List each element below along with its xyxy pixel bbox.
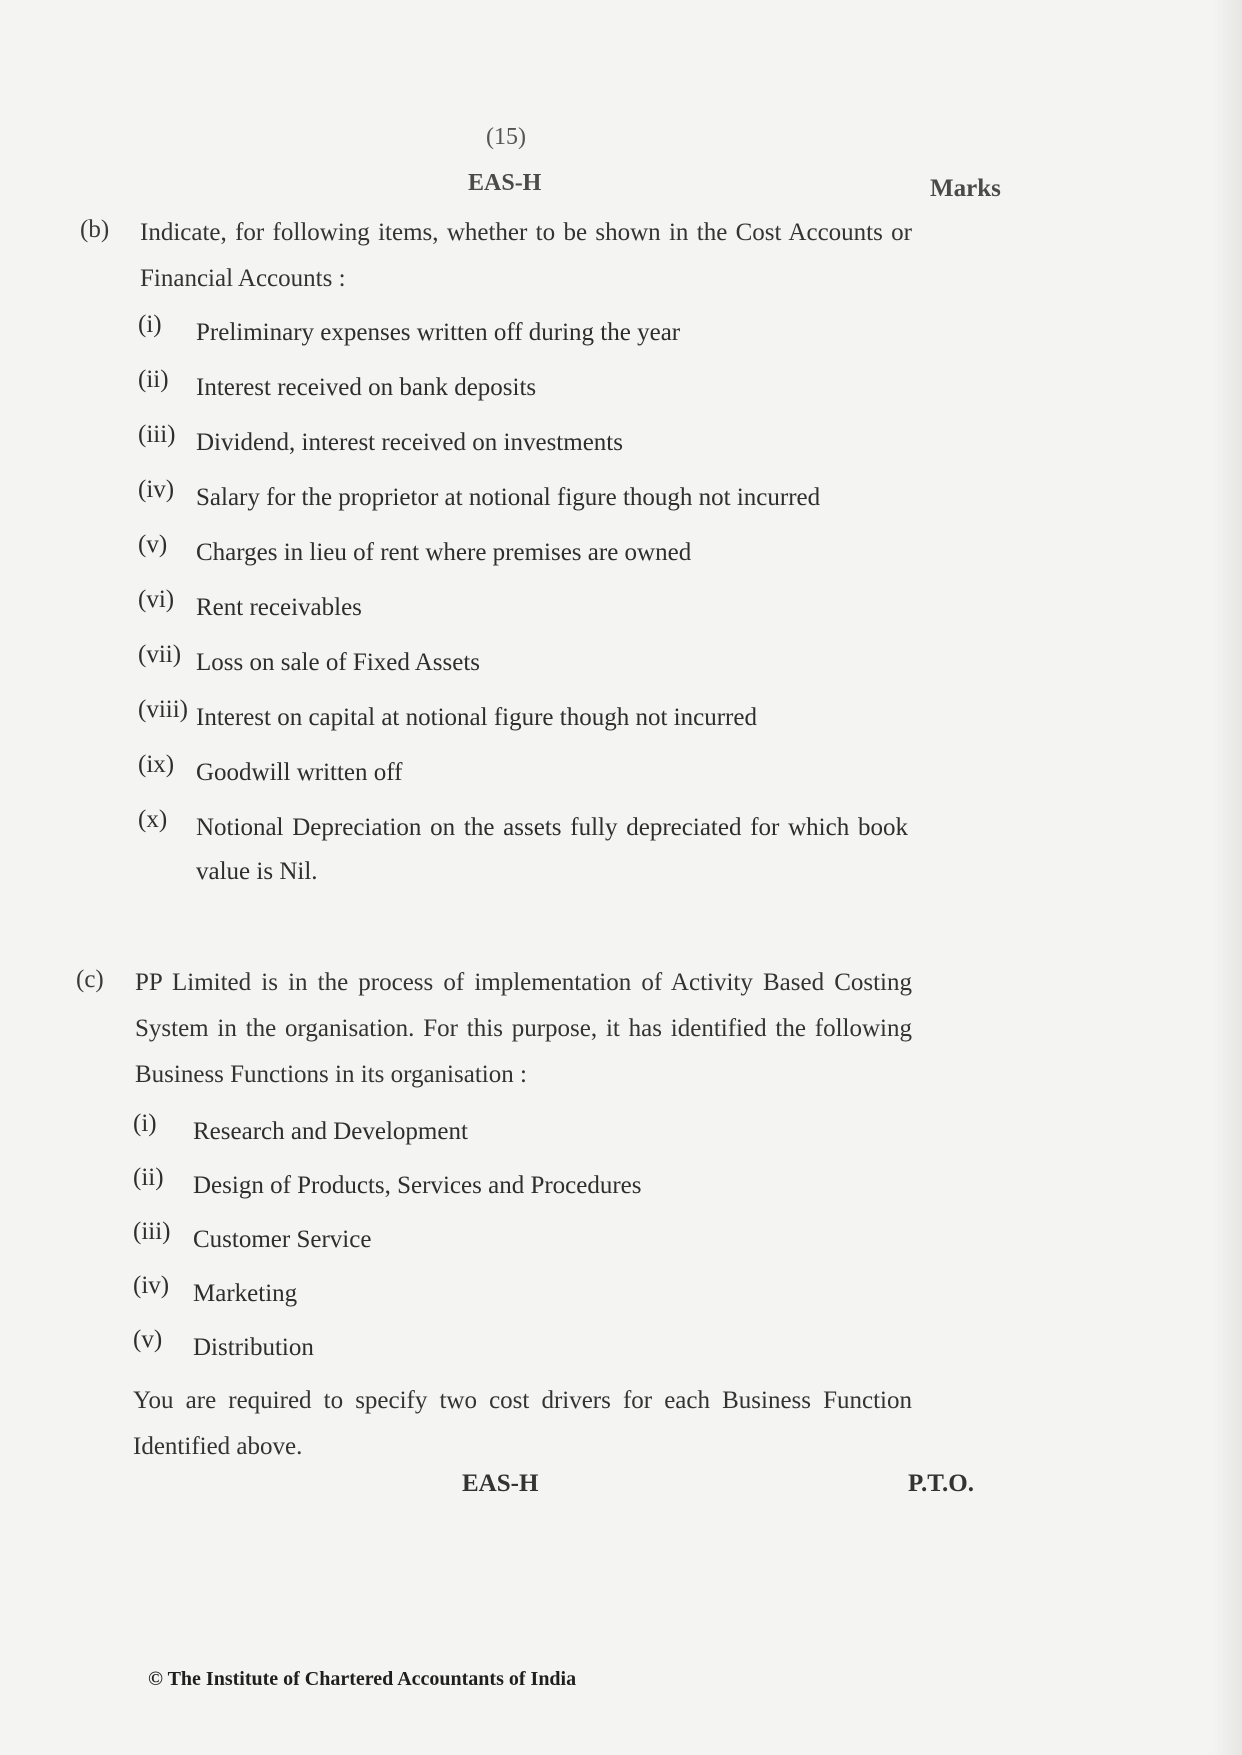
page-edge-shadow bbox=[1212, 0, 1242, 1755]
list-item: (iii) Customer Service bbox=[133, 1218, 372, 1253]
paper-code-bottom: EAS-H bbox=[462, 1470, 539, 1497]
list-item: (iv) Marketing bbox=[133, 1272, 298, 1307]
list-item: (v) Charges in lieu of rent where premises are owned bbox=[138, 531, 692, 566]
marks-heading: Marks bbox=[930, 175, 1001, 202]
list-item: (vi) Rent receivables bbox=[138, 586, 362, 621]
list-item: (v) Distribution bbox=[133, 1326, 314, 1361]
list-item: (x) Notional Depreciation on the assets fully depreciated for which book value is Nil. bbox=[138, 806, 908, 885]
list-item: (i) Preliminary expenses written off during the year bbox=[138, 311, 681, 346]
question-c-requirement: You are required to specify two cost drivers for each Business Function Identified above. bbox=[133, 1387, 912, 1460]
question-c-label: (c) bbox=[76, 966, 104, 993]
list-item: (i) Research and Development bbox=[133, 1110, 468, 1145]
question-b-items bbox=[138, 311, 908, 896]
question-c-items bbox=[133, 1110, 642, 1380]
question-b-text: Indicate, for following items, whether to be shown in the Cost Accounts or Financial Accounts : bbox=[140, 219, 912, 292]
copyright-notice: © The Institute of Chartered Accountants of India bbox=[148, 1668, 577, 1690]
pto-label: P.T.O. bbox=[908, 1470, 974, 1497]
list-item: (ii) Interest received on bank deposits bbox=[138, 366, 537, 401]
list-item: (viii) Interest on capital at notional figure though not incurred bbox=[138, 696, 757, 731]
list-item: (ii) Design of Products, Services and Procedures bbox=[133, 1164, 642, 1199]
list-item: (iv) Salary for the proprietor at notional figure though not incurred bbox=[138, 476, 821, 511]
paper-code-top: EAS-H bbox=[468, 170, 542, 196]
list-item: (iii) Dividend, interest received on investments bbox=[138, 421, 623, 456]
page-number: (15) bbox=[486, 124, 526, 150]
question-c-text: PP Limited is in the process of implementation of Activity Based Costing System in the organisation. For this purpose, it has identified the following Business Functions in its organisation : bbox=[135, 969, 912, 1088]
list-item: (ix) Goodwill written off bbox=[138, 751, 403, 786]
list-item: (vii) Loss on sale of Fixed Assets bbox=[138, 641, 481, 676]
question-b-label: (b) bbox=[80, 216, 110, 243]
